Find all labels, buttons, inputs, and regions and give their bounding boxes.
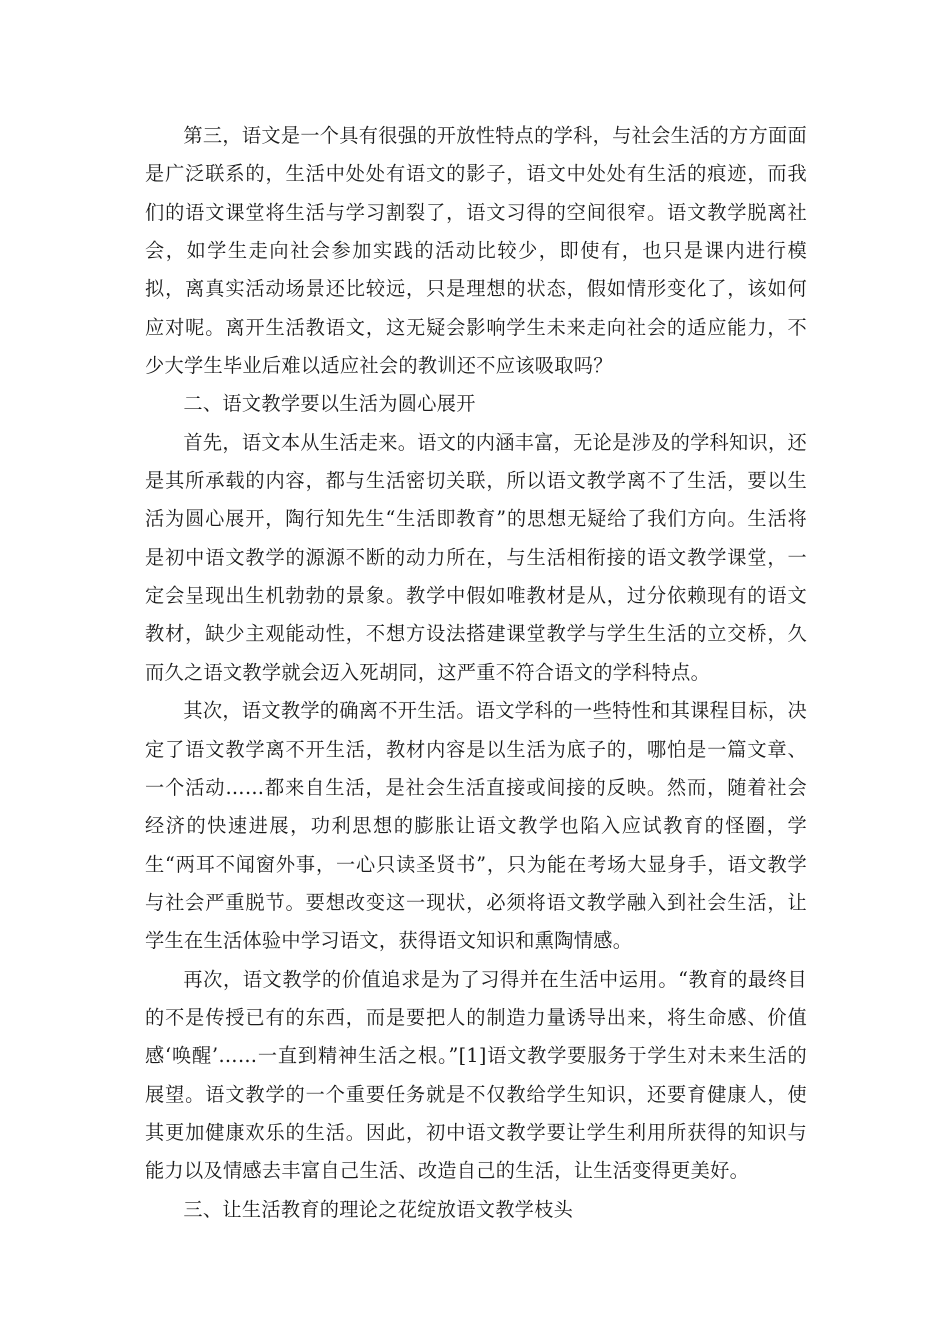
paragraph-first-point: 首先，语文本从生活走来。语文的内涵丰富，无论是涉及的学科知识，还是其所承载的内容，都与生活密切关联，所以语文教学离不了生活，要以生活为圆心展开，陶行知先生“生活即教育”的思想无疑给了我们方向。生活将是初中语文教学的源源不断的动力所在，与生活相衔接的语文教学课堂，一定会呈现出生机勃勃的景象。教学中假如唯教材是从，过分依赖现有的语文教材，缺少主观能动性，不想方设法搭建课堂教学与学生生活的立交桥，久而久之语文教学就会迈入死胡同，这严重不符合语文的学科特点。 (145, 430, 807, 684)
paragraph-again-point: 再次，语文教学的价值追求是为了习得并在生活中运用。“教育的最终目的不是传授已有的东西，而是要把人的制造力量诱导出来，将生命感、价值感‘唤醒’……一直到精神生活之根。”[1]语文教学要服务于学生对未来生活的展望。语文教学的一个重要任务就是不仅教给学生知识，还要育健康人，使其更加健康欢乐的生活。因此，初中语文教学要让学生利用所获得的知识与能力以及情感去丰富自己生活、改造自己的生活，让生活变得更美好。 (145, 967, 807, 1183)
document-page (145, 117, 807, 1229)
section-heading-two: 二、语文教学要以生活为圆心展开 (183, 392, 476, 416)
paragraph-second-point: 其次，语文教学的确离不开生活。语文学科的一些特性和其课程目标，决定了语文教学离不开生活，教材内容是以生活为底子的，哪怕是一篇文章、一个活动……都来自生活，是社会生活直接或间接的反映。然而，随着社会经济的快速进展，功利思想的膨胀让语文教学也陷入应试教育的怪圈，学生“两耳不闻窗外事，一心只读圣贤书”，只为能在考场大显身手，语文教学与社会严重脱节。要想改变这一现状，必须将语文教学融入到社会生活，让学生在生活体验中学习语文，获得语文知识和熏陶情感。 (145, 699, 807, 953)
section-heading-three: 三、让生活教育的理论之花绽放语文教学枝头 (183, 1197, 574, 1221)
paragraph-third-point: 第三，语文是一个具有很强的开放性特点的学科，与社会生活的方方面面是广泛联系的，生活中处处有语文的影子，语文中处处有生活的痕迹，而我们的语文课堂将生活与学习割裂了，语文习得的空间很窄。语文教学脱离社会，如学生走向社会参加实践的活动比较少，即使有，也只是课内进行模拟，离真实活动场景还比较远，只是理想的状态，假如情形变化了，该如何应对呢。离开生活教语文，这无疑会影响学生未来走向社会的适应能力，不少大学生毕业后难以适应社会的教训还不应该吸取吗？ (145, 124, 807, 378)
